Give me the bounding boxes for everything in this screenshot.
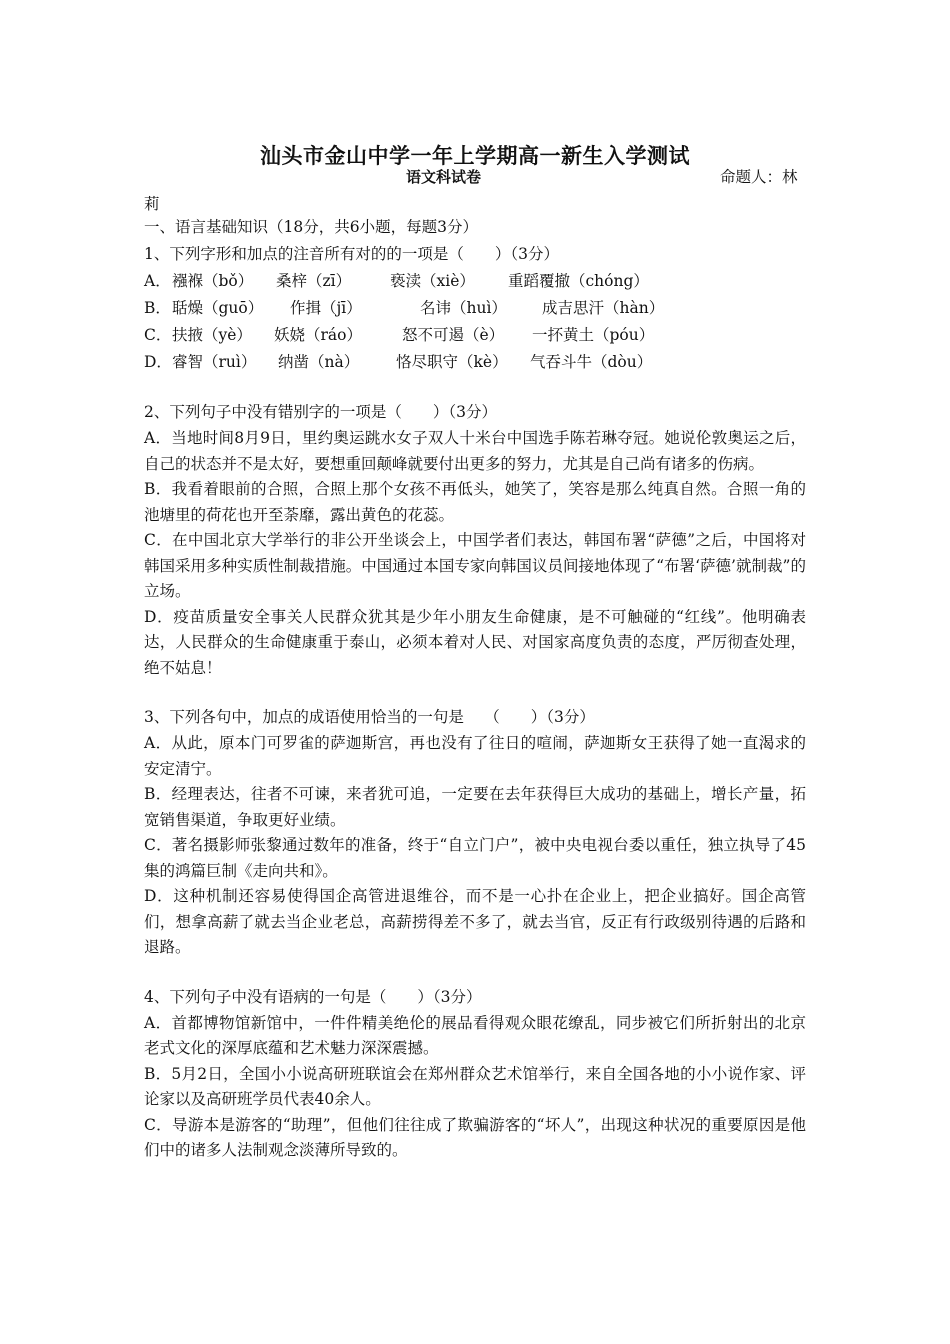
option-item: 妖娆（ráo） [274, 326, 362, 344]
option-item: 怒不可遏（è） [402, 326, 505, 344]
exam-body [144, 214, 806, 1164]
author-name-tail: 莉 [144, 195, 160, 213]
spacer [144, 681, 806, 704]
option-item: 恪尽职守（kè） [396, 353, 508, 371]
option-a: A．首都博物馆新馆中，一件件精美绝伦的展品看得观众眼花缭乱，同步被它们所折射出的北京老式文化的深厚底蕴和艺术魅力深深震撼。 [144, 1013, 806, 1057]
option-a: A．当地时间8月9日，里约奥运跳水女子双人十米台中国选手陈若琳夺冠。她说伦敦奥运之后，自己的状态并不是太好，要想重回颠峰就要付出更多的努力，尤其是自己尚有诸多的伤病。 [144, 429, 806, 473]
option-b: B．5月2日，全国小小说高研班联谊会在郑州群众艺术馆举行，来自全国各地的小小说作家、评论家以及高研班学员代表40余人。 [144, 1064, 806, 1108]
spacer [144, 376, 806, 399]
author-label: 命题人：林 [720, 168, 798, 186]
option-d [144, 349, 806, 376]
option-item: 作揖（jī） [290, 299, 362, 317]
option-c: C．在中国北京大学举行的非公开坐谈会上，中国学者们表达，韩国布署“萨德”之后，中国将对韩国采用多种实质性制裁措施。中国通过本国专家向韩国议员间接地体现了“布署‘萨德’就制裁”的立场。 [144, 531, 806, 600]
option-item: 聒燥（guō） [172, 299, 264, 317]
option-item: 重蹈覆撤（chóng） [508, 272, 649, 290]
option-item: 成吉思汗（hàn） [542, 299, 665, 317]
option-item: 襁褓（bǒ） [172, 272, 254, 290]
option-item: 气吞斗牛（dòu） [530, 353, 653, 371]
question-stem: 3、下列各句中，加点的成语使用恰当的一句是 （ ）（3分） [144, 708, 595, 726]
question-1 [144, 241, 806, 376]
option-d: D．这种机制还容易使得国企高管进退维谷，而不是一心扑在企业上，把企业搞好。国企高管们，想拿高薪了就去当企业老总，高薪捞得差不多了，就去当官，反正有行政级别待遇的后路和退路。 [144, 887, 806, 956]
spacer [144, 961, 806, 984]
option-label: D． [144, 353, 172, 371]
option-label: A． [144, 272, 171, 290]
option-c [144, 322, 806, 349]
option-item: 扶掖（yè） [172, 326, 252, 344]
question-stem: 2、下列句子中没有错别字的一项是（ ）（3分） [144, 403, 497, 421]
question-stem: 4、下列句子中没有语病的一句是（ ）（3分） [144, 987, 482, 1006]
section-heading: 一、语言基础知识（18分，共6小题，每题3分） [144, 218, 478, 236]
option-item: 睿智（ruì） [172, 353, 257, 371]
option-label: B． [144, 299, 171, 317]
option-item: 亵渎（xiè） [390, 272, 475, 290]
question-4 [144, 984, 806, 1164]
option-a [144, 268, 806, 295]
option-c: C．著名摄影师张黎通过数年的准备，终于“自立门户”，被中央电视台委以重任，独立执导了45集的鸿篇巨制《走向共和》。 [144, 836, 806, 880]
option-b: B．我看着眼前的合照，合照上那个女孩不再低头，她笑了，笑容是那么纯真自然。合照一角的池塘里的荷花也开至荼靡，露出黄色的花蕊。 [144, 480, 806, 524]
option-item: 纳凿（nà） [278, 353, 360, 371]
option-a: A．从此，原本门可罗雀的萨迦斯宫，再也没有了往日的喧闹，萨迦斯女王获得了她一直渴求的安定清宁。 [144, 734, 806, 778]
question-stem: 1、下列字形和加点的注音所有对的的一项是（ ）（3分） [144, 245, 559, 263]
option-b [144, 295, 806, 322]
option-item: 一抔黄土（póu） [532, 326, 655, 344]
exam-subtitle: 语文科试卷 [406, 168, 482, 186]
question-2 [144, 399, 806, 681]
option-item: 桑梓（zī） [276, 272, 352, 290]
exam-title: 汕头市金山中学一年上学期高一新生入学测试 [260, 143, 690, 168]
question-3 [144, 704, 806, 961]
option-d: D．疫苗质量安全事关人民群众犹其是少年小朋友生命健康，是不可触碰的“红线”。他明确表达，人民群众的生命健康重于泰山，必须本着对人民、对国家高度负责的态度，严厉彻查处理，绝不姑息！ [144, 607, 806, 677]
option-c: C．导游本是游客的“助理”，但他们往往成了欺骗游客的“坏人”，出现这种状况的重要原因是他们中的诸多人法制观念淡薄所导致的。 [144, 1115, 806, 1159]
option-item: 名讳（huì） [420, 299, 507, 317]
option-label: C． [144, 326, 172, 344]
option-b: B．经理表达，往者不可谏，来者犹可追，一定要在去年获得巨大成功的基础上，增长产量，拓宽销售渠道，争取更好业绩。 [144, 785, 806, 829]
